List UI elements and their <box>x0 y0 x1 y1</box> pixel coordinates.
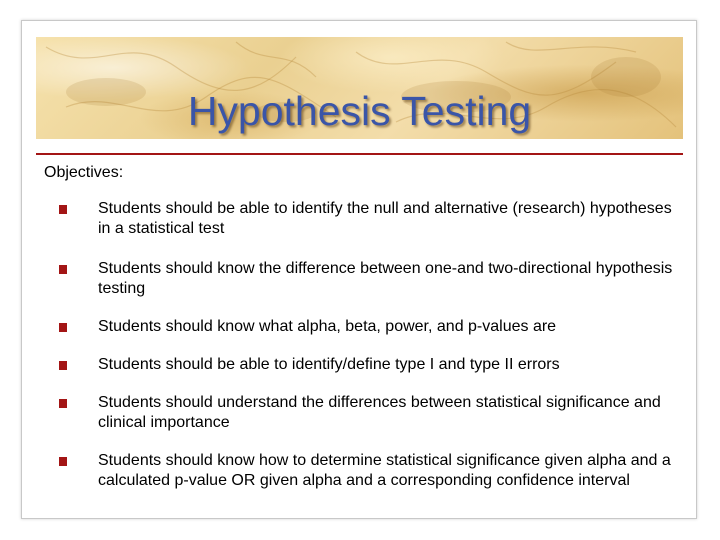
list-item <box>55 317 685 337</box>
list-item-text: Students should know what alpha, beta, power, and p-values are <box>98 318 557 335</box>
list-item-text: Students should understand the differences between statistical significance and clinical importance <box>98 394 661 431</box>
list-item <box>55 393 685 433</box>
list-item <box>55 451 685 491</box>
square-bullet-icon <box>59 323 67 332</box>
list-item <box>55 355 685 375</box>
list-item-text: Students should know the difference between one-and two-directional hypothesis testing <box>98 260 673 297</box>
slide-title: Hypothesis Testing <box>187 88 532 134</box>
list-item <box>55 199 685 239</box>
list-item <box>55 259 685 299</box>
list-item-text: Students should know how to determine statistical significance given alpha and a calculated p-value OR given alpha and a corresponding confidence interval <box>98 452 671 489</box>
square-bullet-icon <box>59 457 67 466</box>
title-divider <box>36 153 683 155</box>
square-bullet-icon <box>59 399 67 408</box>
square-bullet-icon <box>59 205 67 214</box>
list-item-text: Students should be able to identify/define type I and type II errors <box>98 356 560 373</box>
square-bullet-icon <box>59 265 67 274</box>
objectives-heading: Objectives: <box>44 164 124 181</box>
title-banner <box>36 37 683 139</box>
square-bullet-icon <box>59 361 67 370</box>
slide <box>21 20 697 519</box>
list-item-text: Students should be able to identify the null and alternative (research) hypotheses in a statistical test <box>98 200 672 237</box>
objectives-list <box>55 199 685 491</box>
